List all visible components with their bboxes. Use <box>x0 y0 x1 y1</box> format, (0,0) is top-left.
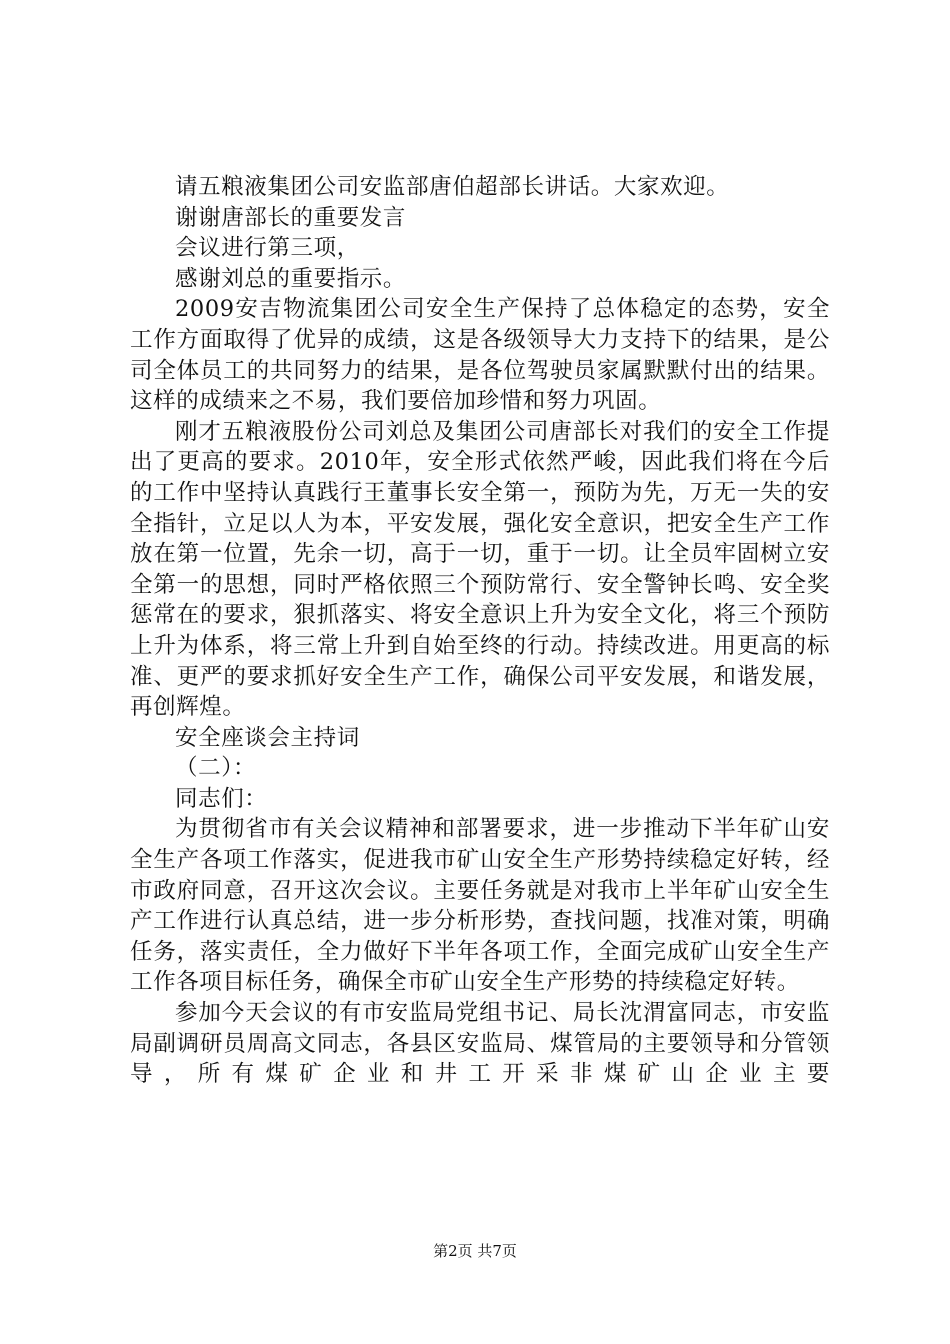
paragraph-1: 请五粮液集团公司安监部唐伯超部长讲话。大家欢迎。 <box>175 174 730 200</box>
paragraph-3: 会议进行第三项， <box>175 235 360 262</box>
paragraph-4: 感谢刘总的重要指示。 <box>175 265 407 292</box>
paragraph-7-section-title: 安全座谈会主持词 <box>175 724 360 751</box>
document-body <box>130 172 830 1120</box>
paragraph-2: 谢谢唐部长的重要发言 <box>175 204 407 231</box>
paragraph-5: 2009安吉物流集团公司安全生产保持了总体稳定的态势，安全工作方面取得了优异的成绩，这是各级领导大力支持下的结果，是公司全体员工的共同努力的结果，是各位驾驶员家属默默付出的结果。这样的成绩来之不易，我们要倍加珍惜和努力巩固。 <box>130 296 830 415</box>
paragraph-10: 为贯彻省市有关会议精神和部署要求，进一步推动下半年矿山安全生产各项工作落实，促进我市矿山安全生产形势持续稳定好转，经市政府同意，召开这次会议。主要任务就是对我市上半年矿山安全生产工作进行认真总结，进一步分析形势，查找问题，找准对策，明确任务，落实责任，全力做好下半年各项工作，全面完成矿山安全生产工作各项目标任务，确保全市矿山安全生产形势的持续稳定好转。 <box>130 816 830 996</box>
paragraph-9-salutation: 同志们： <box>175 785 268 812</box>
paragraph-6: 刚才五粮液股份公司刘总及集团公司唐部长对我们的安全工作提出了更高的要求。2010年，安全形式依然严峻，因此我们将在今后的工作中坚持认真践行王董事长安全第一，预防为先，万无一失的安全指针，立足以人为本，平安发展，强化安全意识，把安全生产工作放在第一位置，先余一切，高于一切，重于一切。让全员牢固树立安全第一的思想，同时严格依照三个预防常行、安全警钟长鸣、安全奖惩常在的要求，狠抓落实、将安全意识上升为安全文化，将三个预防上升为体系，将三常上升到自始至终的行动。持续改进。用更高的标准、更严的要求抓好安全生产工作，确保公司平安发展，和谐发展，再创辉煌。 <box>130 418 830 721</box>
paragraph-8-section-number: （二）： <box>175 755 257 782</box>
page-number-footer: 第2页 共7页 <box>433 1242 517 1260</box>
paragraph-11: 参加今天会议的有市安监局党组书记、局长沈渭富同志，市安监局副调研员周高文同志，各县区安监局、煤管局的主要领导和分管领导，所有煤矿企业和井工开采非煤矿山企业主要 <box>130 1000 830 1088</box>
